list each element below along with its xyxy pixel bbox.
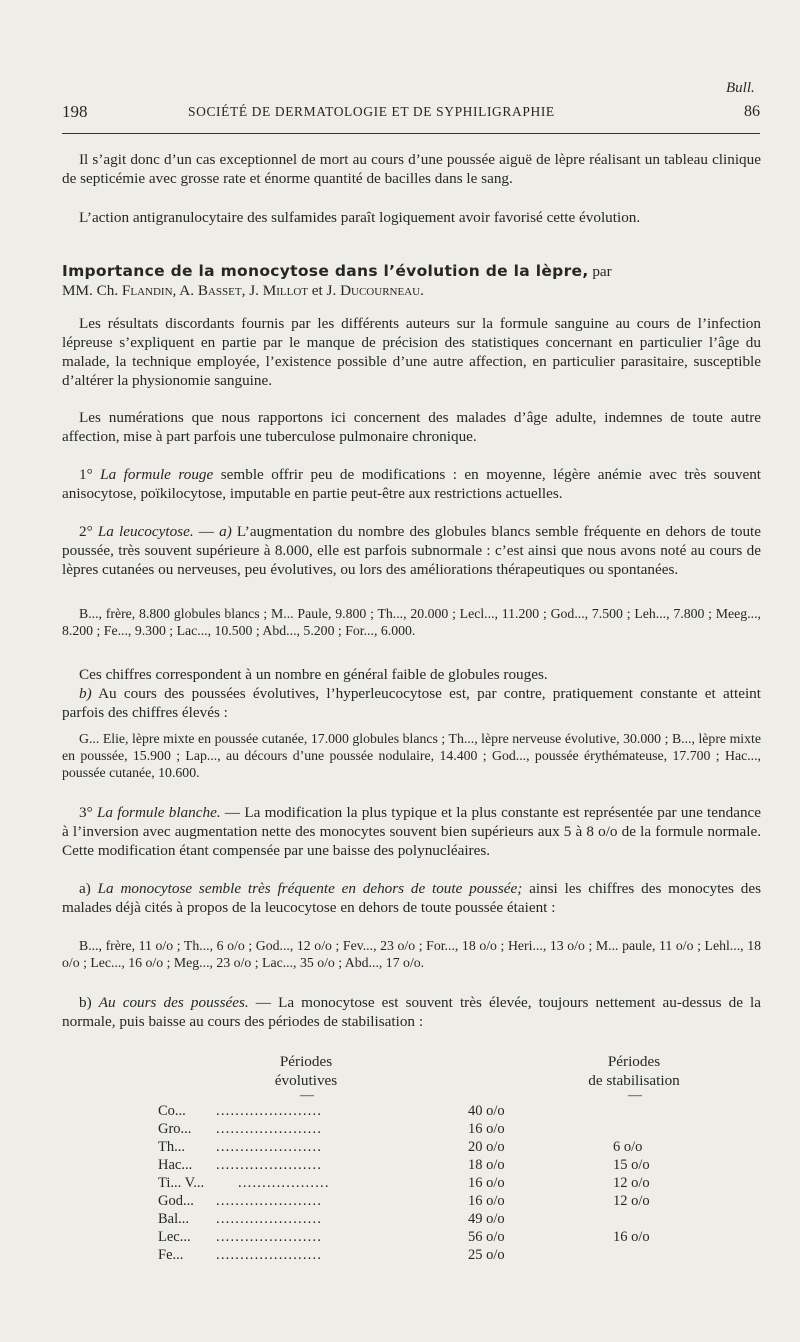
body-paragraph-3: Ces chiffres correspondent à un nombre en général faible de globules rouges. bbox=[79, 666, 548, 683]
row-evolutive-value: 16 o/o bbox=[468, 1175, 505, 1191]
row-evolutive-value: 16 o/o bbox=[468, 1121, 505, 1137]
dot-leader: ...................... bbox=[216, 1103, 323, 1119]
authors-prefix: MM. Ch. bbox=[62, 282, 119, 299]
table-row bbox=[158, 1103, 738, 1121]
article-par: par bbox=[592, 263, 612, 280]
row-stabilisation-value: 12 o/o bbox=[613, 1175, 650, 1191]
leucocyte-counts-list: B..., frère, 8.800 globules blancs ; M... Paule, 9.800 ; Th..., 20.000 ; Lecl..., 11.200 ; God..., 7.500 ; Leh..., 7.800 ; Meeg..., 8.200 ; Fe..., 9.300 ; Lac..., 10.500 ; Abd..., 5.200 ; For..., 6.000. bbox=[62, 606, 761, 639]
section-3-number: 3° bbox=[79, 804, 93, 821]
section-2-dash: — bbox=[198, 523, 214, 540]
row-evolutive-value: 49 o/o bbox=[468, 1211, 505, 1227]
col-evolutive-line1: Périodes bbox=[279, 1053, 333, 1070]
b-label: b) bbox=[79, 685, 92, 702]
body-paragraph-2: Les numérations que nous rapportons ici concernent des malades d’âge adulte, indemnes de toute autre affection, mise à part parfois une tuberculose pulmonaire chronique. bbox=[62, 409, 761, 445]
row-stabilisation-value: 16 o/o bbox=[613, 1229, 650, 1245]
hyperleucocytosis-list: G... Elie, lèpre mixte en poussée cutanée, 17.000 globules blancs ; Th..., lèpre nerveuse évolutive, 30.000 ; B..., lèpre mixte en poussée, 15.900 ; Lap..., au décours d’une poussée nodulaire, 14.400 ; God..., poussée érythémateuse, 17.700 ; Hac..., poussée cutanée, 10.600. bbox=[62, 731, 761, 781]
b2-label: b) bbox=[79, 994, 92, 1011]
author2-prefix: A. bbox=[179, 282, 195, 299]
table-row bbox=[158, 1121, 738, 1139]
a-text: ainsi les chiffres des monocytes des malades déjà cités à propos de la leucocytose en dehors de toute poussée étaient : bbox=[62, 880, 761, 916]
a-label: a) bbox=[79, 880, 91, 897]
table-row bbox=[158, 1139, 738, 1157]
row-patient: Hac... bbox=[158, 1157, 193, 1173]
dot-leader: ...................... bbox=[216, 1139, 323, 1155]
dot-leader: ...................... bbox=[216, 1211, 323, 1227]
row-evolutive-value: 16 o/o bbox=[468, 1193, 505, 1209]
article-title: Importance de la monocytose dans l’évolution de la lèpre, bbox=[62, 262, 589, 280]
section-2-a-label: a) bbox=[219, 523, 232, 540]
col-evolutive-header bbox=[236, 1052, 376, 1090]
journal-title: SOCIÉTÉ DE DERMATOLOGIE ET DE SYPHILIGRAPHIE bbox=[188, 104, 555, 119]
row-evolutive-value: 56 o/o bbox=[468, 1229, 505, 1245]
dot-leader: ...................... bbox=[216, 1193, 323, 1209]
col-stabilisation-line1: Périodes bbox=[607, 1053, 661, 1070]
section-2-text: L’augmentation du nombre des globules blancs semble fréquente en dehors de toute poussée, très souvent supérieure à 8.000, elle est parfois subnormale : c’est ainsi que nous avons noté au cours de lèpres cutanées ou nerveuses, peu évolutives, ou lors des améliorations thérapeutiques ou spontanées. bbox=[62, 523, 761, 578]
author3-prefix: J. bbox=[249, 282, 259, 299]
page-number: 198 bbox=[62, 102, 88, 121]
author-flandin: Flandin, bbox=[121, 282, 177, 299]
table-row bbox=[158, 1211, 738, 1229]
table-row bbox=[158, 1193, 738, 1211]
row-evolutive-value: 20 o/o bbox=[468, 1139, 505, 1155]
b2-text: La monocytose est souvent très élevée, toujours nettement au-dessus de la normale, puis baisse au cours des périodes de stabilisation : bbox=[62, 994, 762, 1030]
dot-leader: ................... bbox=[238, 1175, 330, 1191]
table-row bbox=[158, 1229, 738, 1247]
dot-leader: ...................... bbox=[216, 1121, 323, 1137]
row-stabilisation-value: 15 o/o bbox=[613, 1157, 650, 1173]
row-patient: Th... bbox=[158, 1139, 185, 1155]
row-stabilisation-value: 12 o/o bbox=[613, 1193, 650, 1209]
dot-leader: ...................... bbox=[216, 1247, 323, 1263]
author-ducourneau: Ducourneau. bbox=[340, 282, 424, 299]
author-basset: Basset, bbox=[197, 282, 246, 299]
row-evolutive-value: 18 o/o bbox=[468, 1157, 505, 1173]
row-patient: Bal... bbox=[158, 1211, 190, 1227]
row-patient: Ti... V... bbox=[158, 1175, 205, 1191]
author-millot: Millot bbox=[262, 282, 308, 299]
intro-paragraph-2: L’action antigranulocytaire des sulfamides paraît logiquement avoir favorisé cette évolution. bbox=[79, 209, 641, 226]
col-evolutive-line2: évolutives bbox=[274, 1072, 338, 1089]
col-evolutive-dash: — bbox=[300, 1088, 314, 1103]
dot-leader: ...................... bbox=[216, 1229, 323, 1245]
body-paragraph-4-text: Au cours des poussées évolutives, l’hyperleucocytose est, par contre, pratiquement constante et atteint parfois des chiffres élevés : bbox=[62, 685, 761, 721]
row-evolutive-value: 25 o/o bbox=[468, 1247, 505, 1263]
section-3-dash: — bbox=[224, 804, 241, 821]
col-stabilisation-dash: — bbox=[628, 1088, 642, 1103]
b2-title: Au cours des poussées. bbox=[98, 994, 249, 1011]
a-title: La monocytose semble très fréquente en dehors de toute poussée; bbox=[97, 880, 523, 897]
row-patient: Co... bbox=[158, 1103, 186, 1119]
col-stabilisation-line2: de stabilisation bbox=[588, 1072, 680, 1089]
row-evolutive-value: 40 o/o bbox=[468, 1103, 505, 1119]
table-row bbox=[158, 1247, 738, 1265]
table-row bbox=[158, 1157, 738, 1175]
row-patient: Fe... bbox=[158, 1247, 184, 1263]
bulletin-note: Bull. bbox=[726, 80, 755, 96]
row-stabilisation-value: 6 o/o bbox=[613, 1139, 643, 1155]
section-1-number: 1° bbox=[79, 466, 93, 483]
row-patient: God... bbox=[158, 1193, 194, 1209]
section-1-title: La formule rouge bbox=[100, 466, 214, 483]
authors-et: et J. bbox=[311, 282, 337, 299]
section-2-number: 2° bbox=[79, 523, 93, 540]
table-row bbox=[158, 1175, 738, 1193]
issue-number: 86 bbox=[744, 103, 760, 120]
section-3-title: La formule blanche. bbox=[96, 804, 221, 821]
row-patient: Lec... bbox=[158, 1229, 191, 1245]
dot-leader: ...................... bbox=[216, 1157, 323, 1173]
body-paragraph-1: Les résultats discordants fournis par les différents auteurs sur la formule sanguine au cours de l’infection lépreuse s’expliquent en partie par le manque de précision des statistiques concernant en particulier l’âge du malade, la technique employée, l’existence possible d’une autre affection, en particulier parasitaire, susceptible d’altérer la physionomie sanguine. bbox=[62, 315, 761, 389]
section-1-text: semble offrir peu de modifications : en moyenne, légère anémie avec très souvent anisocytose, poïkilocytose, imputable en partie peut-être aux restrictions actuelles. bbox=[62, 466, 762, 502]
col-stabilisation-header bbox=[554, 1052, 714, 1090]
b2-dash: — bbox=[255, 994, 271, 1011]
section-3-text: La modification la plus typique et la plus constante est représentée par une tendance à l’inversion avec augmentation nette des monocytes souvent bien supérieurs aux 5 à 8 o/o de la formule normale. Cette modification étant compensée par une baisse des polynucléaires. bbox=[62, 804, 762, 859]
intro-paragraph-1: Il s’agit donc d’un cas exceptionnel de mort au cours d’une poussée aiguë de lèpre réalisant un tableau clinique de septicémie avec grosse rate et énorme quantité de bacilles dans le sang. bbox=[62, 151, 761, 187]
monocyte-counts-list: B..., frère, 11 o/o ; Th..., 6 o/o ; God..., 12 o/o ; Fev..., 23 o/o ; For..., 18 o/o ; Heri..., 13 o/o ; M... paule, 11 o/o ; Lehl..., 18 o/o ; Lec..., 16 o/o ; Meg..., 23 o/o ; Lac..., 35 o/o ; Abd..., 17 o/o. bbox=[62, 938, 761, 971]
row-patient: Gro... bbox=[158, 1121, 192, 1137]
section-2-title: La leucocytose. bbox=[97, 523, 194, 540]
